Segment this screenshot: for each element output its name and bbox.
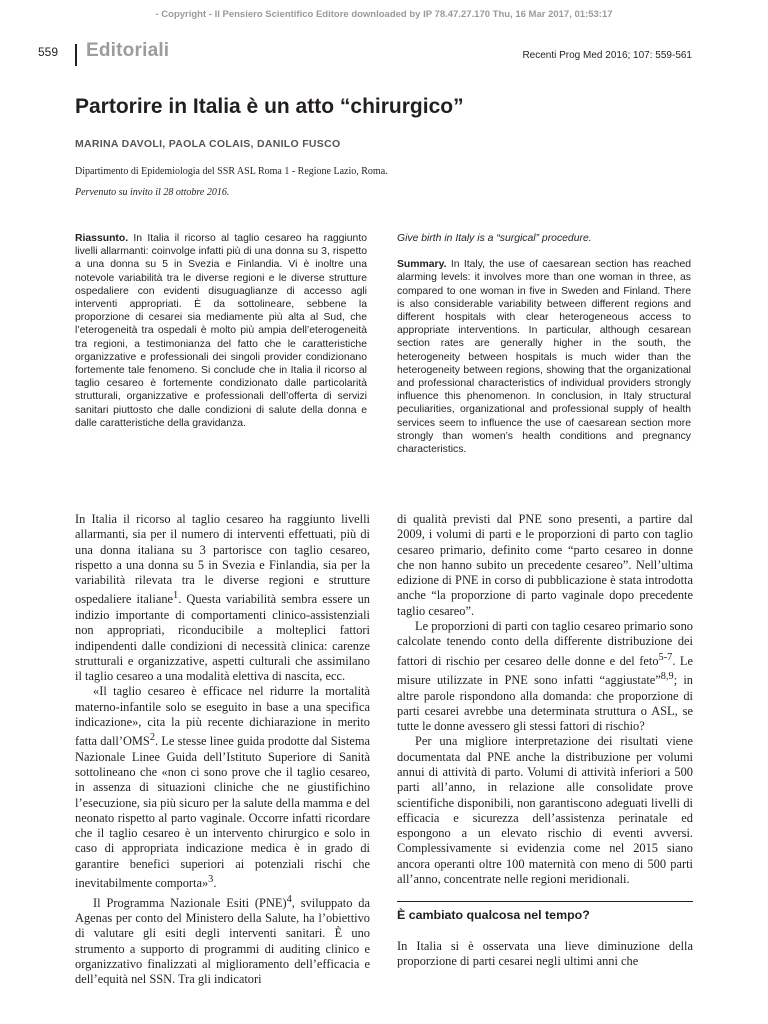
reference-marker: 8,9 [660,671,674,683]
body-paragraph: «Il taglio cesareo è efficace nel ridurre la mortalità materno-infantile solo se eseguito in base a una specifica indicazione», cita la più recente dichiarazione in merito fatta dall’OMS$^2$. Le stesse linee guida prodotte dal Sistema Nazionale Linee Guida dell’Istituto Superiore di Sanità sottolineano che «non ci sono prove che il taglio cesareo, in assenza di situazioni cliniche che ne giustifichino l’esecuzione, sia più sicuro per la salute della mamma e del neonato rispetto al parto vaginale. Occorre infatti ricordare che il taglio cesareo è un intervento chirurgico e solo in caso di appropriata indicazione medica è in grado di garantire benefici superiori ai potenziali rischi che inevitabilmente comporta»$^3$. [75,684,370,891]
abstract-en-title: Give birth in Italy is a “surgical” procedure. [397,233,592,244]
body-paragraph: Il Programma Nazionale Esiti (PNE)$^4$, sviluppato da Agenas per conto del Ministero della Salute, ha l’obiettivo di valutare gli esiti degli interventi sanitari. È uno strumento a supporto di programmi di auditing clinico e organizzativo finalizzati al miglioramento dell’efficacia e dell’equità nel SSN. Tra gli indicatori [75,893,370,987]
abstract-italian [75,232,367,430]
body-paragraph: di qualità previsti dal PNE sono presenti, a partire dal 2009, i volumi di parti e le proporzioni di parto con taglio cesareo primario, definito come “parto cesareo in donne che non hanno subito un precedente cesareo”. Nell’ultima edizione di PNE in corso di pubblicazione è stata introdotta anche “la proporzione di parto vaginale dopo precedente taglio cesareo”. [397,512,693,618]
abstract-it-text: In Italia il ricorso al taglio cesareo ha raggiunto livelli allarmanti: coinvolge infatti più di una donna su 3, rispetto a una donna su 5 in Svezia e Finlandia. Vi è inoltre una notevole variabilità tra le diverse regioni e le diverse strutture ospedaliere con evidenti disuguaglianze di accesso agli interventi appropriati. È da sottolineare, sebbene la proporzione di cesarei sia mediamente più alta al Sud, che l’eterogeneità tra ospedali è molto più ampia dell’eterogeneità tra regioni, a testimonianza del fatto che le caratteristiche organizzative e professionali dei singoli provider condizionano fortemente tale fenomeno. Si conclude che in Italia il ricorso al taglio cesareo è fortemente condizionato dalle particolarità strutturali, organizzative e professionali dell’offerta di servizi sanitari piuttosto che dalle condizioni di salute della donna e dalle caratteristiche della gravidanza. [75,233,367,429]
body-column-left [75,512,370,987]
body-paragraph: In Italia si è osservata una lieve diminuzione della proporzione di parti cesarei negli ultimi anni che [397,938,693,968]
reference-marker: 3 [208,874,214,886]
journal-citation: Recenti Prog Med 2016; 107: 559-561 [522,50,692,61]
section-divider [397,901,693,902]
abstract-it-label: Riassunto. [75,233,129,244]
abstract-en-label: Summary. [397,259,447,271]
copyright-notice: - Copyright - Il Pensiero Scientifico Editore downloaded by IP 78.47.27.170 Thu, 16 Mar 2017, 01:53:17 [155,9,613,20]
reference-marker: 5-7 [658,651,673,663]
body-paragraph: Per una migliore interpretazione dei risultati viene documentata dal PNE anche la distribuzione per volumi annui di attività di parto. Volumi di attività inferiori a 500 parti all’anno, in relazione alle consolidate prove scientifiche disponibili, non garantiscono adeguati livelli di efficacia e sicurezza dell’assistenza perinatale ed espongono a un elevato rischio di eventi avversi. Complessivamente si evidenzia come nel 2015 siano ancora operanti oltre 100 maternità con meno di 500 parti all’anno, concentrate nelle regioni meridionali. [397,734,693,887]
reference-marker: 4 [286,893,292,905]
author-affiliation: Dipartimento di Epidemiologia del SSR ASL Roma 1 - Regione Lazio, Roma. [75,166,388,177]
body-paragraph: Le proporzioni di parti con taglio cesareo primario sono calcolate tenendo conto della differente distribuzione dei fattori di rischio per cesareo delle donne e del feto$^{5-7}$. Le misure utilizzate in PNE sono infatti “aggiustate”$^{8,9}$; in altre parole rispondono alla domanda: che proporzione di parti cesarei avrebbe una determinata struttura o ASL, se tutte le donne avessero gli stessi fattori di rischio? [397,619,693,734]
article-authors: MARINA DAVOLI, PAOLA COLAIS, DANILO FUSCO [75,138,341,150]
section-label: Editoriali [86,40,170,61]
section-heading: È cambiato qualcosa nel tempo? [397,908,590,923]
page-number: 559 [38,45,59,59]
header-divider [75,44,77,66]
received-note: Pervenuto su invito il 28 ottobre 2016. [75,187,230,198]
abstract-en-text: In Italy, the use of caesarean section has reached alarming levels: it involves more than one woman in three, as compared to one woman in five in Sweden and Finland. There is also considerable variability between different regions and different hospitals with clear heterogeneous access to appropriate interventions. In particular, although cesarean section rates are generally higher in the south, the heterogeneity between hospitals is much wider than the heterogeneity between regions, showing that the organizational and professional characteristics of individual providers strongly influence this phenomenon. In conclusion, in Italy structural peculiarities, organizational and professional supply of health services seem to influence the use of caesarean section more strongly than women’s health conditions and pregnancy characteristics. [397,259,691,456]
body-paragraph: In Italia il ricorso al taglio cesareo ha raggiunto livelli allarmanti, sia per il numero di interventi effettuati, più di una donna italiana su 3 partorisce con taglio cesareo, rispetto a una donna su 5 in Svezia e Finlandia, sia per la variabilità rilevata tra le diverse regioni e strutture ospedaliere italiane$^1$. Questa variabilità sembra essere un indizio importante di comportamenti clinico-assistenziali non appropriati, riconducibile a molteplici fattori indipendenti dalle condizioni di necessità clinica: carenze strutturali e organizzative, aspetti culturali che assimilano il taglio cesareo a una modalità elettiva di nascita, ecc. [75,512,370,684]
abstract-english [397,232,691,456]
reference-marker: 2 [149,732,155,744]
body-column-right [397,512,693,969]
article-title: Partorire in Italia è un atto “chirurgico” [75,95,464,118]
reference-marker: 1 [173,590,179,602]
